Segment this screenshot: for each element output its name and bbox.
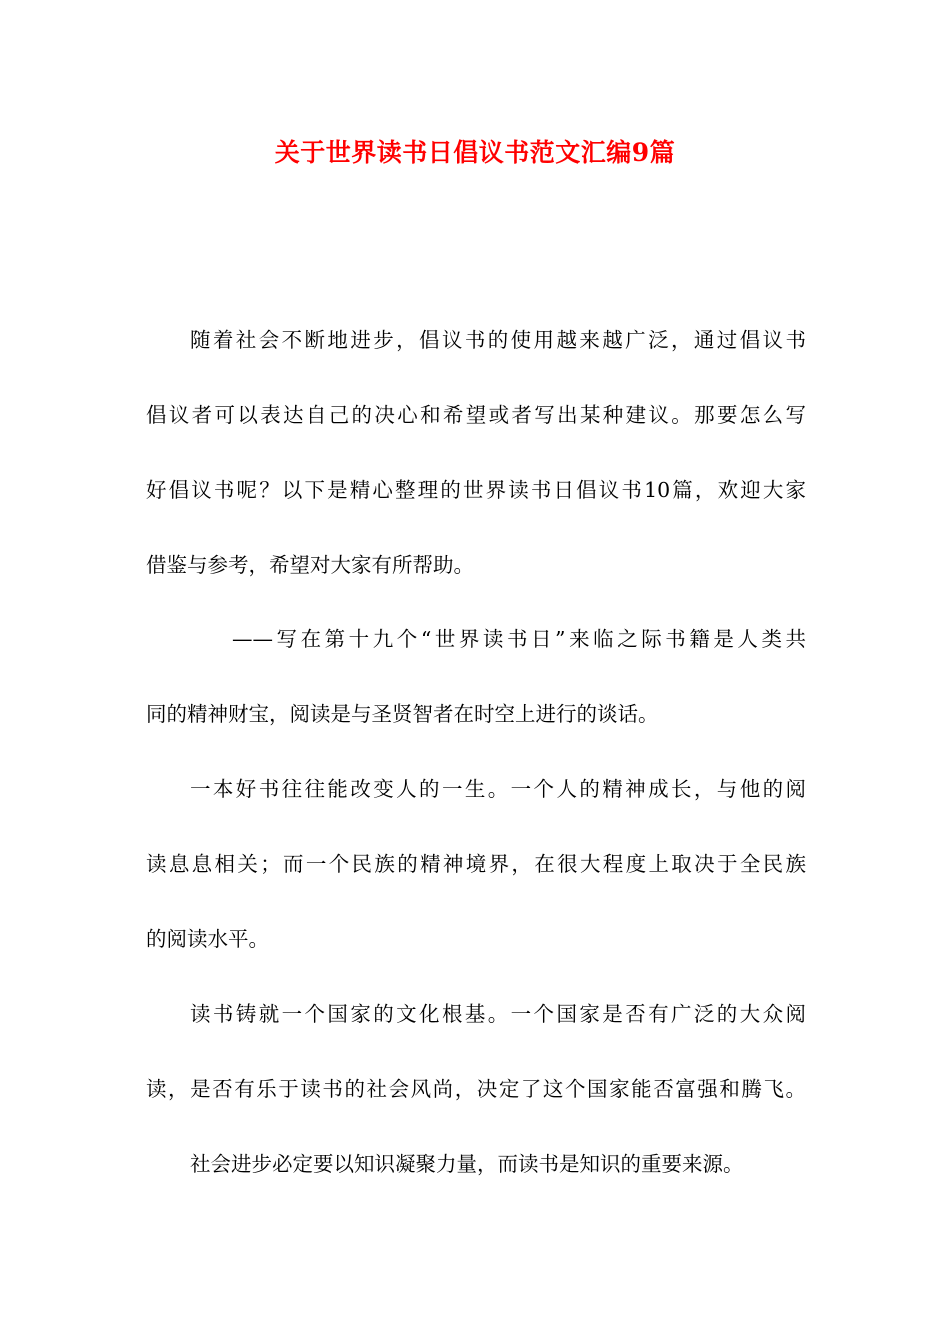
paragraph-line: 社会进步必定要以知识凝聚力量，而读书是知识的重要来源。: [190, 1152, 744, 1176]
paragraph-line: 同的精神财宝，阅读是与圣贤智者在时空上进行的谈话。: [146, 702, 659, 726]
paragraph-line: 好倡议书呢？以下是精心整理的世界读书日倡议书10篇，欢迎大家: [146, 478, 806, 502]
paragraph-line: ——写在第十九个“世界读书日”来临之际书籍是人类共: [232, 627, 806, 651]
document-title: 关于世界读书日倡议书范文汇编9篇: [274, 138, 676, 167]
paragraph-line: 随着社会不断地进步，倡议书的使用越来越广泛，通过倡议书: [190, 328, 806, 352]
paragraph-line: 借鉴与参考，希望对大家有所帮助。: [146, 553, 474, 577]
paragraph-line: 读，是否有乐于读书的社会风尚，决定了这个国家能否富强和腾飞。: [146, 1077, 806, 1101]
paragraph-line: 倡议者可以表达自己的决心和希望或者写出某种建议。那要怎么写: [146, 403, 806, 427]
paragraph-line: 一本好书往往能改变人的一生。一个人的精神成长，与他的阅: [190, 777, 806, 801]
paragraph-line: 读书铸就一个国家的文化根基。一个国家是否有广泛的大众阅: [190, 1002, 806, 1026]
paragraph-line: 读息息相关；而一个民族的精神境界，在很大程度上取决于全民族: [146, 852, 806, 876]
paragraph-line: 的阅读水平。: [146, 927, 269, 951]
